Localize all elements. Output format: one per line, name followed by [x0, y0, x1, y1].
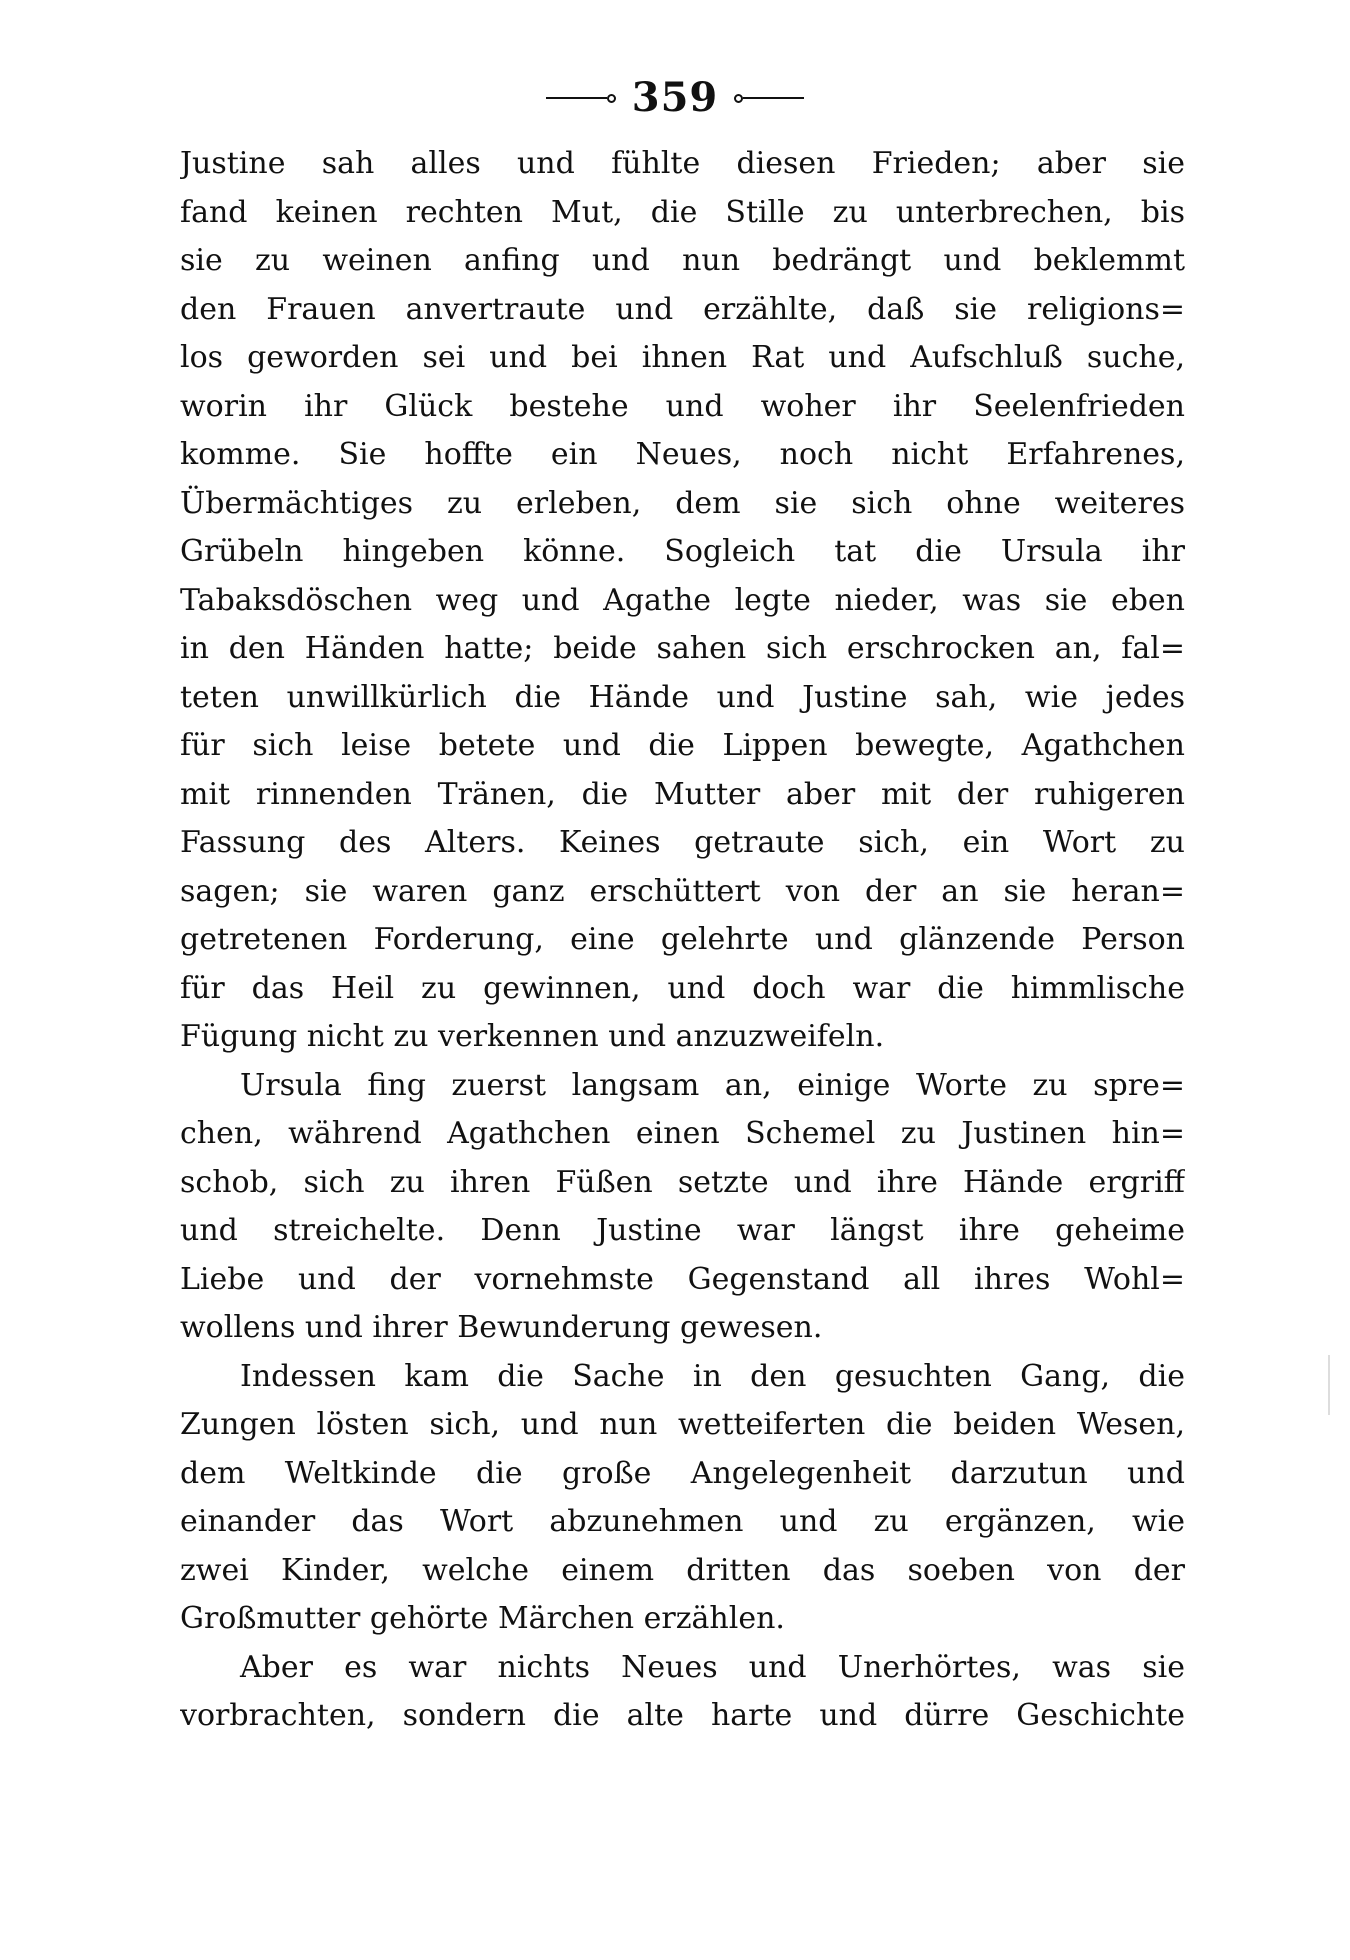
text-line: Tabaksdöschen weg und Agathe legte nieder, was sie eben	[180, 582, 1185, 618]
text-line: Übermächtiges zu erleben, dem sie sich ohne weiteres	[180, 485, 1185, 521]
paragraph-2	[180, 1062, 1185, 1353]
text-line: Ursula fing zuerst langsam an, einige Worte zu spre=	[240, 1067, 1185, 1103]
text-line: dem Weltkinde die große Angelegenheit darzutun und	[180, 1455, 1185, 1491]
scan-edge-mark	[1328, 1355, 1330, 1415]
text-line: sie zu weinen anfing und nun bedrängt und beklemmt	[180, 243, 1185, 278]
text-line: los geworden sei und bei ihnen Rat und Aufschluß suche,	[180, 340, 1185, 375]
text-line: und streichelte. Denn Justine war längst ihre geheime	[180, 1213, 1185, 1248]
text-line: Liebe und der vornehmste Gegenstand all ihres Wohl=	[180, 1261, 1185, 1297]
text-line: für das Heil zu gewinnen, und doch war die himmlische	[180, 970, 1185, 1006]
text-line: getretenen Forderung, eine gelehrte und glänzende Person	[180, 922, 1185, 957]
text-line: sagen; sie waren ganz erschüttert von der an sie heran=	[180, 873, 1185, 909]
text-line: Großmutter gehörte Märchen erzählen.	[180, 1601, 785, 1636]
left-ornament-rule	[546, 88, 616, 108]
page-number: 359	[631, 74, 719, 121]
text-line: Fügung nicht zu verkennen und anzuzweifeln.	[180, 1019, 885, 1054]
text-line: den Frauen anvertraute und erzählte, daß sie religions=	[180, 291, 1185, 327]
paragraph-4	[180, 1644, 1185, 1741]
text-line: Zungen lösten sich, und nun wetteiferten die beiden Wesen,	[180, 1407, 1185, 1442]
text-line: Indessen kam die Sache in den gesuchten Gang, die	[240, 1358, 1185, 1394]
text-line: schob, sich zu ihren Füßen setzte und ihre Hände ergriff	[180, 1164, 1185, 1200]
text-line: Justine sah alles und fühlte diesen Frieden; aber sie	[180, 146, 1185, 181]
text-line: worin ihr Glück bestehe und woher ihr Seelenfrieden	[180, 388, 1185, 424]
text-line: mit rinnenden Tränen, die Mutter aber mit der ruhigeren	[180, 776, 1185, 812]
text-line: für sich leise betete und die Lippen bewegte, Agathchen	[180, 728, 1185, 763]
text-line: Aber es war nichts Neues und Unerhörtes, was sie	[240, 1649, 1185, 1685]
body-text	[180, 140, 1185, 1741]
paragraph-3	[180, 1353, 1185, 1644]
text-line: komme. Sie hoffte ein Neues, noch nicht Erfahrenes,	[180, 437, 1185, 472]
text-line: fand keinen rechten Mut, die Stille zu unterbrechen, bis	[180, 194, 1185, 230]
text-line: vorbrachten, sondern die alte harte und dürre Geschichte	[180, 1698, 1185, 1733]
page-header	[0, 74, 1350, 121]
right-ornament-rule	[734, 88, 804, 108]
text-line: Grübeln hingeben könne. Sogleich tat die Ursula ihr	[180, 534, 1185, 569]
text-line: zwei Kinder, welche einem dritten das soeben von der	[180, 1552, 1185, 1588]
paragraph-1	[180, 140, 1185, 1062]
text-line: wollens und ihrer Bewunderung gewesen.	[180, 1310, 823, 1345]
text-line: chen, während Agathchen einen Schemel zu Justinen hin=	[180, 1116, 1185, 1151]
text-line: in den Händen hatte; beide sahen sich erschrocken an, fal=	[180, 631, 1185, 666]
text-line: teten unwillkürlich die Hände und Justine sah, wie jedes	[180, 679, 1185, 715]
text-line: Fassung des Alters. Keines getraute sich, ein Wort zu	[180, 825, 1185, 860]
text-line: einander das Wort abzunehmen und zu ergänzen, wie	[180, 1504, 1185, 1539]
